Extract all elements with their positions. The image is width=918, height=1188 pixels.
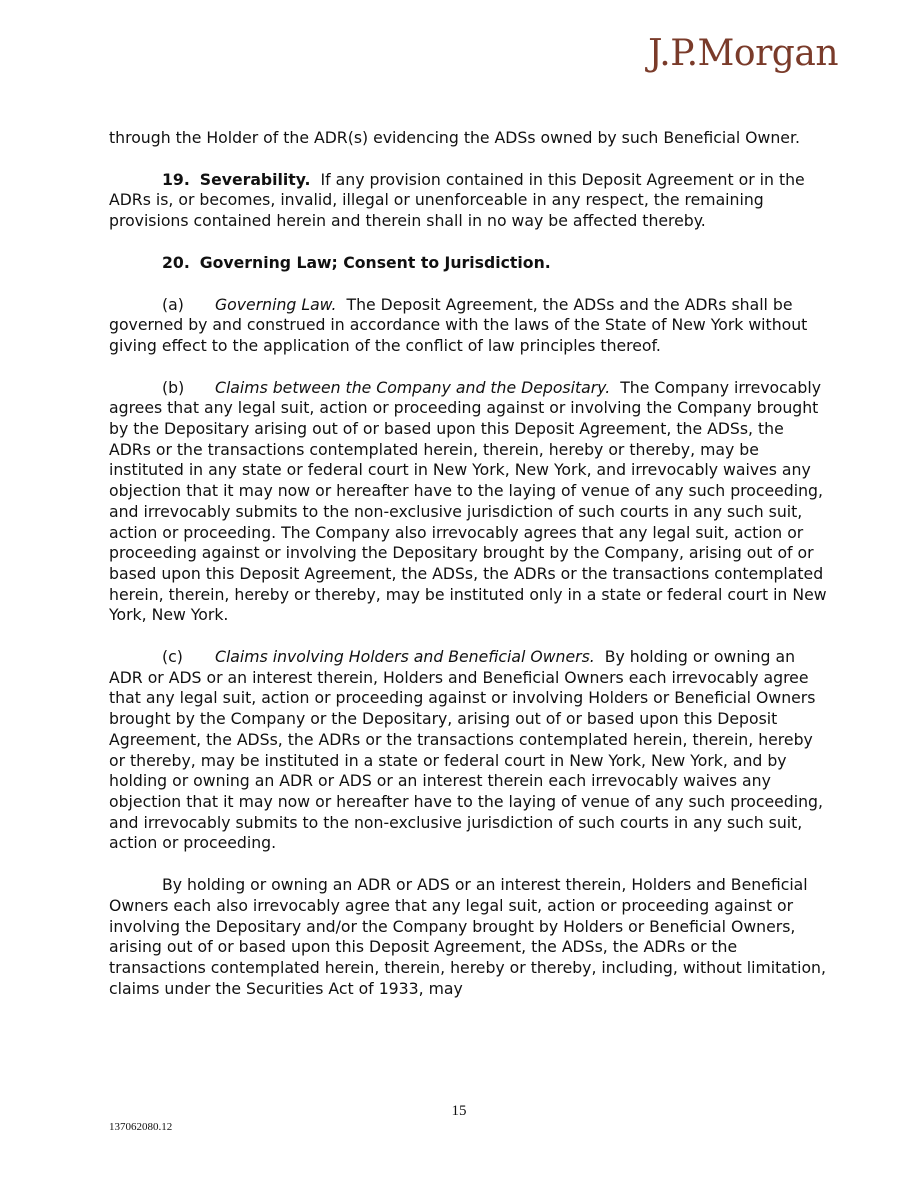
section-20-governing-law [109, 253, 829, 274]
subsection-b [109, 378, 829, 626]
jpmorgan-logo: J.P.Morgan [648, 33, 838, 74]
section-19-heading: Severability. [199, 169, 311, 189]
section-19-severability [109, 170, 829, 232]
subsection-c-label: (c) [162, 647, 183, 667]
subsection-b-label: (b) [162, 377, 185, 397]
continued-paragraph: through the Holder of the ADR(s) evidencing the ADSs owned by such Beneficial Owner. [109, 128, 800, 147]
document-body [109, 128, 829, 1020]
subsection-c [109, 647, 829, 854]
final-paragraph [109, 875, 829, 999]
final-paragraph-text: By holding or owning an ADR or ADS or an interest therein, Holders and Beneficial Owners each also irrevocably agree that any legal suit, action or proceeding against or involving the Depositary and/or the Company brought by Holders or Beneficial Owners, arising out of or based upon this Deposit Agreement, the ADSs, the ADRs or the transactions contemplated herein, therein, hereby or thereby, including, without limitation, claims under the Securities Act of 1933, may [109, 875, 826, 998]
subsection-a-text: The Deposit Agreement, the ADSs and the ADRs shall be governed by and construed in accordance with the laws of the State of New York without giving effect to the application of the conflict of law principles thereof. [109, 294, 808, 355]
page-number: 15 [451, 1103, 467, 1119]
subsection-a [109, 295, 829, 357]
subsection-c-heading: Claims involving Holders and Beneficial Owners. [215, 647, 595, 667]
section-20-heading: Governing Law; Consent to Jurisdiction. [199, 252, 551, 272]
subsection-c-text: By holding or owning an ADR or ADS or an interest therein, Holders and Beneficial Owners each irrevocably agree that any legal suit, action or proceeding against or involving Holders or Beneficial Owners brought by the Company or the Depositary, arising out of or based upon this Deposit Agreement, the ADSs, the ADRs or the transactions contemplated herein, therein, hereby or thereby, may be instituted in a state or federal court in New York, New York, and by holding or owning an ADR or ADS or an interest therein each irrevocably waives any objection that it may now or hereafter have to the laying of venue of any such proceeding, and irrevocably submits to the non-exclusive jurisdiction of such courts in any such suit, action or proceeding. [109, 647, 823, 853]
section-20-number: 20. [162, 252, 190, 272]
section-19-number: 19. [162, 169, 190, 189]
subsection-a-label: (a) [162, 294, 184, 314]
subsection-a-heading: Governing Law. [215, 294, 337, 314]
document-id: 137062080.12 [109, 1121, 173, 1133]
subsection-b-text: The Company irrevocably agrees that any legal suit, action or proceeding against or involving the Company brought by the Depositary arising out of or based upon this Deposit Agreement, the ADSs, the ADRs or the transactions contemplated herein, therein, hereby or thereby, may be instituted in any state or federal court in New York, New York, and irrevocably waives any objection that it may now or hereafter have to the laying of venue of any such proceeding, and irrevocably submits to the non-exclusive jurisdiction of such courts in any such suit, action or proceeding. The Company also irrevocably agrees that any legal suit, action or proceeding against or involving the Depositary brought by the Company, arising out of or based upon this Deposit Agreement, the ADSs, the ADRs or the transactions contemplated herein, therein, hereby or thereby, may be instituted only in a state or federal court in New York, New York. [109, 377, 827, 625]
section-19-text: If any provision contained in this Deposit Agreement or in the ADRs is, or becomes, invalid, illegal or unenforceable in any respect, the remaining provisions contained herein and therein shall in no way be affected thereby. [109, 169, 805, 231]
subsection-b-heading: Claims between the Company and the Depositary. [215, 377, 611, 397]
